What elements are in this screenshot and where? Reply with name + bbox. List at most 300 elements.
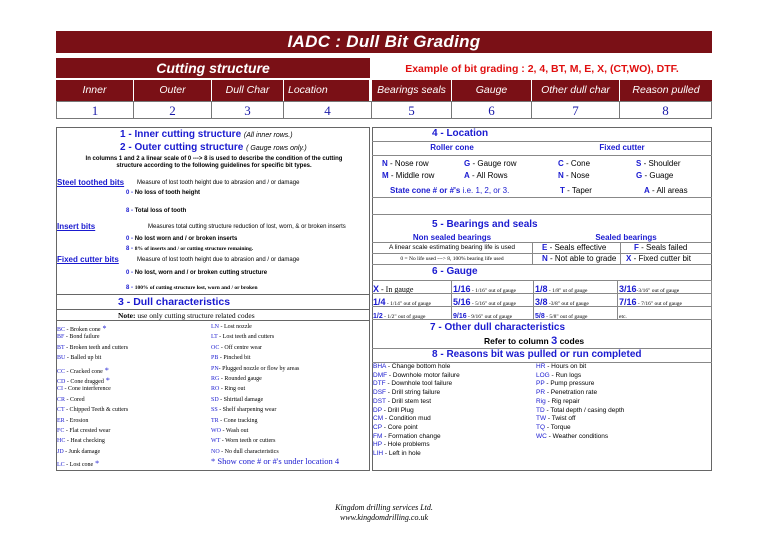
location-code: G xyxy=(636,171,643,180)
reason-item xyxy=(373,424,418,431)
dull-code-item xyxy=(211,418,258,424)
fixed-0-row xyxy=(126,270,267,276)
dull-code-desc: - Cone tracking xyxy=(218,417,258,424)
reason-item xyxy=(373,380,452,387)
reason-item xyxy=(536,433,608,440)
dull-code: OC xyxy=(211,344,220,351)
dull-code: LT xyxy=(211,334,218,341)
taper-row xyxy=(560,186,592,195)
dull-code-item xyxy=(57,418,88,424)
section-7-number: 7 - xyxy=(430,322,442,333)
dull-code-item xyxy=(211,376,262,382)
steel-8-row xyxy=(126,208,186,214)
dull-code-item xyxy=(57,397,85,403)
dull-code-desc: - Chipped Teeth & cutters xyxy=(64,407,129,414)
location-desc: - Gauge row xyxy=(470,159,517,168)
reason-desc: - Change bottom hole xyxy=(386,363,451,370)
reason-desc: - Run logs xyxy=(549,371,582,379)
section-4-title: Location xyxy=(446,128,489,139)
reason-item xyxy=(373,433,441,440)
dull-code-desc: - Rounded gauge xyxy=(219,376,262,382)
insert-0-number: 0 - xyxy=(126,236,134,242)
reason-item xyxy=(373,441,430,448)
reason-code: DTF xyxy=(373,380,386,388)
n-code: N xyxy=(542,254,548,263)
section-8-title: Reasons bit was pulled or run completed xyxy=(446,349,642,360)
gauge-entry xyxy=(452,281,534,294)
section-5-heading xyxy=(432,219,538,230)
reason-code: HP xyxy=(373,441,382,449)
state-cone-label: State cone # or #'s xyxy=(390,186,461,195)
col-header-inner: Inner xyxy=(56,80,134,101)
col-num-3: 3 xyxy=(212,101,284,119)
section-6-heading xyxy=(432,266,478,277)
reason-desc: - Drill Plug xyxy=(381,406,414,414)
dull-code-desc: - Ring out xyxy=(219,386,246,393)
gauge-desc: - 9/16" out of gauge xyxy=(466,314,513,320)
dull-code-desc: - No dull characteristics xyxy=(219,448,279,455)
section-6-number: 6 - xyxy=(432,266,444,277)
reason-code: Rig xyxy=(536,397,546,405)
section-5-number: 5 - xyxy=(432,219,444,230)
dull-code: NO xyxy=(211,448,220,455)
gauge-desc: - 1/8" ut of gauge xyxy=(547,288,588,294)
gauge-entry xyxy=(618,307,712,320)
allareas-row xyxy=(644,186,688,195)
f-code: F xyxy=(634,243,639,252)
location-desc: - Nose xyxy=(563,171,590,180)
reason-code: TW xyxy=(536,415,547,423)
location-entry xyxy=(636,159,680,168)
dull-code: PB xyxy=(211,355,219,362)
gauge-entry xyxy=(372,294,452,307)
reason-code: PR xyxy=(536,389,546,397)
dull-code-item xyxy=(211,355,251,361)
reason-item xyxy=(536,424,571,431)
f-desc: - Seals failed xyxy=(641,243,688,252)
steel-0-desc: No loss of tooth height xyxy=(134,190,201,196)
note-row xyxy=(118,311,255,320)
col-num-2: 2 xyxy=(134,101,212,119)
dull-code-desc: - Shirttail damage xyxy=(218,396,264,403)
section-7-title: Other dull characteristics xyxy=(444,322,566,333)
sealed-label: Sealed bearings xyxy=(595,233,657,242)
fixed-8-row xyxy=(126,285,258,291)
star-marker: * xyxy=(102,365,109,375)
dull-code: BU xyxy=(57,355,66,362)
col-header-outer: Outer xyxy=(134,80,212,101)
dull-code-item xyxy=(211,407,276,413)
note-label: Note: xyxy=(118,311,136,320)
dull-code: WO xyxy=(211,428,221,434)
gauge-desc: - 7/16" out of gauge xyxy=(636,301,683,307)
location-desc: - All Rows xyxy=(469,171,508,180)
dull-code-item xyxy=(211,324,252,330)
gauge-entry xyxy=(372,307,452,320)
location-code: N xyxy=(558,171,564,180)
location-code: N xyxy=(382,159,388,168)
dull-code: BF xyxy=(57,334,65,341)
section-2-heading xyxy=(120,142,307,153)
non-sealed-label: Non sealed bearings xyxy=(412,233,492,242)
cutting-structure-header: Cutting structure xyxy=(56,58,370,78)
reason-item xyxy=(373,407,414,414)
dull-code: WT xyxy=(211,438,221,445)
reason-item xyxy=(536,407,624,414)
col-header-dull-char: Dull Char xyxy=(212,80,284,101)
star-marker: * xyxy=(93,459,100,469)
fixed-cutter-bit xyxy=(626,254,691,263)
reason-code: DST xyxy=(373,397,386,405)
gauge-desc: -3/8" out of gauge xyxy=(547,301,589,307)
insert-8-row xyxy=(126,246,253,252)
linear-scale-text: A linear scale estimating bearing life is used xyxy=(388,244,516,251)
reason-desc: - Downhole motor failure xyxy=(387,371,460,379)
gauge-entry xyxy=(534,307,618,320)
grading-example: Example of bit grading : 2, 4, BT, M, E, X, (CT,WO), DTF. xyxy=(405,63,679,75)
gauge-desc: - 5/8" out of gauge xyxy=(544,314,588,320)
n-desc: - Not able to grade xyxy=(550,254,617,263)
section-2-number: 2 - xyxy=(120,142,132,153)
insert-8-number: 8 - xyxy=(126,246,134,252)
section-3-number: 3 - xyxy=(118,296,131,308)
seals-effective xyxy=(542,243,606,252)
reason-desc: - Rig repair xyxy=(545,397,580,405)
dull-code: SD xyxy=(211,396,219,403)
gauge-desc: - 1/16" out of gauge xyxy=(470,288,517,294)
location-code: S xyxy=(636,159,642,168)
reason-code: CM xyxy=(373,415,384,423)
reason-item xyxy=(373,363,450,370)
reason-code: DP xyxy=(373,406,382,414)
taper-code: T xyxy=(560,186,565,195)
col-header-bearings: Bearings seals xyxy=(372,80,452,101)
dull-code: LN xyxy=(211,324,219,330)
e-desc: - Seals effective xyxy=(549,243,607,252)
dull-code: CC xyxy=(57,368,66,375)
section-2-note: ( Gauge rows only.) xyxy=(246,145,307,152)
dull-code-desc: - Worn teeth or cutters xyxy=(220,438,276,445)
dull-code-desc: - Erosion xyxy=(64,417,89,424)
dull-code-item xyxy=(57,345,128,351)
gauge-code: 1/16 xyxy=(453,284,471,294)
reason-desc: - Downhole tool failure xyxy=(385,380,453,388)
gauge-code: X xyxy=(373,284,380,294)
footer-url: www.kingdomdrilling.co.uk xyxy=(339,513,429,522)
reason-desc: - Twist off xyxy=(546,415,576,423)
location-entry xyxy=(382,159,429,168)
reason-code: BHA xyxy=(373,363,387,370)
section-8-number: 8 - xyxy=(432,349,444,360)
gauge-code: 1/4 xyxy=(373,297,386,307)
insert-0-row xyxy=(126,236,237,242)
dull-code-desc: - Lost cone xyxy=(64,462,94,469)
location-code: A xyxy=(464,171,470,180)
location-entry xyxy=(558,159,590,168)
gauge-desc: - 1/14" out of gauge xyxy=(385,301,431,307)
dull-code: * xyxy=(211,456,216,467)
state-cone-example: i.e. 1, 2, or 3. xyxy=(462,186,510,195)
dull-code-item xyxy=(57,386,111,392)
reason-item xyxy=(373,415,431,422)
reason-code: DMF xyxy=(373,371,388,379)
location-code: G xyxy=(464,159,471,168)
reason-code: HR xyxy=(536,363,546,370)
dull-code: RG xyxy=(211,376,220,382)
fixed-cutter-bits-title: Fixed cutter bits xyxy=(57,255,119,264)
dull-code-desc: - Cone dragged xyxy=(65,379,104,385)
x-code: X xyxy=(626,254,632,263)
fixed-0-number: 0 - xyxy=(126,270,134,276)
section-1-number: 1 - xyxy=(120,129,132,140)
dull-code: CI xyxy=(57,386,63,393)
gauge-desc: - In gauge xyxy=(379,285,414,294)
seals-failed xyxy=(634,243,687,252)
scale-description-1: In columns 1 and 2 a linear scale of 0 ---> 8 is used to describe the condition of the cutting xyxy=(85,156,343,162)
dull-code: SS xyxy=(211,407,218,414)
dull-code-item xyxy=(211,397,263,403)
section-1-heading xyxy=(120,129,293,140)
location-desc: - Cone xyxy=(563,159,591,168)
dull-code-desc: - Balled up bit xyxy=(65,355,102,362)
col-header-other-dull: Other dull char xyxy=(532,80,620,101)
dull-code-item xyxy=(211,345,262,351)
location-entry xyxy=(464,159,516,168)
x-desc: - Fixed cutter bit xyxy=(633,254,691,263)
steel-0-row xyxy=(126,190,200,196)
gauge-entry xyxy=(534,294,618,307)
col-num-7: 7 xyxy=(532,101,620,119)
dull-code-desc: - Cracked cone xyxy=(65,368,103,375)
section-3-heading xyxy=(118,296,230,308)
dull-code-desc: - Junk damage xyxy=(63,448,101,455)
col-num-8: 8 xyxy=(620,101,712,119)
steel-0-number: 0 - xyxy=(126,190,134,196)
reason-desc: - Drill stem test xyxy=(385,397,432,405)
dull-code-item xyxy=(57,438,105,444)
gauge-code: 5/8 xyxy=(535,313,545,320)
dull-code: PN xyxy=(211,365,219,372)
gauge-code: 7/16 xyxy=(619,297,637,307)
insert-desc: Measures total cutting structure reduction of lost, worn, & or broken inserts xyxy=(148,224,346,230)
dull-code-item xyxy=(57,459,99,468)
reason-code: TD xyxy=(536,406,545,414)
section-8-heading xyxy=(432,349,642,360)
dull-code: CR xyxy=(57,396,66,403)
location-entry xyxy=(464,171,508,180)
dull-code: TR xyxy=(211,417,219,424)
steel-8-number: 8 - xyxy=(126,208,134,214)
scale-description-2: structure according to the following guidelines for specific bit types. xyxy=(116,163,312,169)
reason-desc: - Pump pressure xyxy=(544,380,595,388)
star-marker: * xyxy=(100,324,107,333)
dull-code-item xyxy=(211,456,339,466)
col-num-1: 1 xyxy=(56,101,134,119)
reason-desc: - Formation change xyxy=(382,432,441,440)
reason-desc: - Left in hole xyxy=(383,450,421,457)
dull-code: BT xyxy=(57,344,65,351)
dull-code-desc: - Lost teeth and cutters xyxy=(217,334,275,341)
reason-desc: - Core point xyxy=(381,423,418,431)
dull-code-item xyxy=(57,428,110,434)
fixed-8-number: 8 - xyxy=(126,285,134,291)
insert-0-desc: No lost worn and / or broken inserts xyxy=(134,236,238,242)
dull-code: HC xyxy=(57,438,66,445)
dull-code: FC xyxy=(57,428,65,434)
dull-code-desc: - Shelf sharpening wear xyxy=(217,407,277,414)
reason-code: DSF xyxy=(373,389,386,397)
gauge-entry xyxy=(534,281,618,294)
dull-code-item xyxy=(211,438,275,444)
dull-code-desc: - Heat checking xyxy=(65,438,105,445)
gauge-entry xyxy=(618,281,712,294)
reason-item xyxy=(536,380,594,387)
dull-code-item xyxy=(57,324,107,333)
dull-code-desc: - Pinched bit xyxy=(218,355,251,362)
dull-code: LC xyxy=(57,462,65,469)
dull-code-item xyxy=(57,407,128,413)
section-6-title: Gauge xyxy=(446,266,478,277)
reason-code: TQ xyxy=(536,423,546,431)
col-header-gauge: Gauge xyxy=(452,80,532,101)
not-able-grade xyxy=(542,254,616,263)
star-marker: * xyxy=(103,376,110,385)
reason-desc: - Torque xyxy=(545,423,571,431)
gauge-code: 1/2 xyxy=(373,313,383,320)
refer-row xyxy=(484,335,584,347)
page-title: IADC : Dull Bit Grading xyxy=(56,31,712,53)
footer-company: Kingdom drilling services Ltd. xyxy=(335,503,433,512)
section-2-title: Outer cutting structure xyxy=(134,142,244,153)
gauge-entry xyxy=(452,294,534,307)
section-5-title: Bearings and seals xyxy=(446,219,538,230)
dull-code-desc: - Cored xyxy=(65,396,85,403)
dull-code-item xyxy=(57,449,100,455)
dull-code-item xyxy=(57,366,109,375)
reason-desc: - Weather conditions xyxy=(546,432,609,440)
gauge-code: 1/8 xyxy=(535,284,548,294)
dull-code-item xyxy=(57,376,110,385)
dull-code: RO xyxy=(211,386,220,393)
dull-code-item xyxy=(57,334,100,340)
fixed-0-desc: No lost, worn and / or broken cutting structure xyxy=(134,270,268,276)
roller-cone-label: Roller cone xyxy=(430,143,474,152)
taper-desc: - Taper xyxy=(567,186,592,195)
dull-code-desc: - Lost nozzle xyxy=(219,324,252,330)
reason-item xyxy=(373,450,421,457)
col-header-reason-pulled: Reason pulled xyxy=(620,80,712,101)
dull-code: JD xyxy=(57,448,64,455)
reason-desc: - Total depth / casing depth xyxy=(544,406,625,414)
dull-code-desc: - Broken cone xyxy=(65,327,101,333)
dull-code-item xyxy=(211,428,248,434)
dull-code-item xyxy=(57,355,101,361)
reason-item xyxy=(373,389,440,396)
location-entry xyxy=(636,171,673,180)
location-code: M xyxy=(382,171,389,180)
insert-bits-title: Insert bits xyxy=(57,222,96,231)
state-cone-row xyxy=(390,186,509,195)
location-entry xyxy=(558,171,590,180)
gauge-code: 3/8 xyxy=(535,297,548,307)
gauge-desc: -3/16" out of gauge xyxy=(636,288,680,294)
col-num-4: 4 xyxy=(284,101,372,119)
steel-desc: Measure of lost tooth height due to abrasion and / or damage xyxy=(137,180,300,186)
dull-code-desc: - Cone interference xyxy=(63,386,111,393)
dull-code-item xyxy=(211,334,274,340)
dull-code-desc: - Off centre wear xyxy=(219,344,262,351)
gauge-entry xyxy=(372,281,452,294)
reason-item xyxy=(536,415,576,422)
dull-code-desc: - Plugged nozzle or flow by areas xyxy=(218,365,300,372)
bearing-life-text: 0 = No life used ---> 8, 100% bearing life used xyxy=(400,256,504,262)
dull-code: ER xyxy=(57,417,65,424)
refer-label: Refer to column xyxy=(484,336,549,346)
reason-item xyxy=(373,372,460,379)
location-desc: - Guage xyxy=(642,171,674,180)
reason-item xyxy=(536,389,597,396)
dull-code-desc: - Flat crested wear xyxy=(64,428,111,434)
gauge-grid xyxy=(372,281,712,321)
reason-code: PP xyxy=(536,380,545,388)
gauge-code: 3/16 xyxy=(619,284,637,294)
dull-code: CT xyxy=(57,407,65,414)
dull-code-desc: - Bond failure xyxy=(64,334,100,341)
section-7-heading xyxy=(430,322,565,333)
section-1-note: (All inner rows.) xyxy=(243,132,293,139)
reason-item xyxy=(536,372,581,379)
allareas-desc: - All areas xyxy=(652,186,688,195)
dull-code-item xyxy=(211,366,299,372)
dull-code-desc: Show cone # or #'s under location 4 xyxy=(215,456,340,467)
steel-8-desc: Total loss of tooth xyxy=(134,208,187,214)
reason-desc: - Condition mud xyxy=(383,415,431,423)
reason-desc: - Penetration rate xyxy=(545,389,598,397)
e-code: E xyxy=(542,243,548,252)
col-num-6: 6 xyxy=(452,101,532,119)
section-1-title: Inner cutting structure xyxy=(134,129,242,140)
reason-code: LIH xyxy=(373,450,384,457)
dull-code: BC xyxy=(57,327,66,333)
reason-code: CP xyxy=(373,423,382,431)
section-4-heading xyxy=(432,128,488,139)
location-desc: - Middle row xyxy=(388,171,435,180)
note-text: use only cutting structure related codes xyxy=(137,311,255,320)
gauge-desc: etc. xyxy=(619,314,627,320)
refer-number: 3 xyxy=(551,335,558,347)
fixed-cutter-label: Fixed cutter xyxy=(599,143,645,152)
gauge-code: 9/16 xyxy=(453,313,467,320)
steel-toothed-bits-title: Steel toothed bits xyxy=(57,178,125,187)
gauge-code: 5/16 xyxy=(453,297,471,307)
dull-code: CD xyxy=(57,379,66,385)
location-desc: - Shoulder xyxy=(641,159,681,168)
reason-item xyxy=(373,398,431,405)
reason-desc: - Hours on bit xyxy=(545,363,587,370)
dull-code-item xyxy=(211,449,279,455)
gauge-desc: - 5/16" out of gauge xyxy=(470,301,517,307)
fixed-8-desc: 100% of cutting structure lost, worn and / or broken xyxy=(134,285,258,291)
section-3-title: Dull characteristics xyxy=(133,296,231,308)
reason-item xyxy=(536,398,580,405)
dull-code-desc: - Broken teeth and cutters xyxy=(64,344,129,351)
gauge-entry xyxy=(452,307,534,320)
col-header-location: Location xyxy=(284,80,370,101)
location-entry xyxy=(382,171,434,180)
refer-codes: codes xyxy=(559,336,585,346)
dull-code-item xyxy=(211,386,245,392)
fixed-desc: Measure of lost tooth height due to abrasion and / or damage xyxy=(137,257,300,263)
